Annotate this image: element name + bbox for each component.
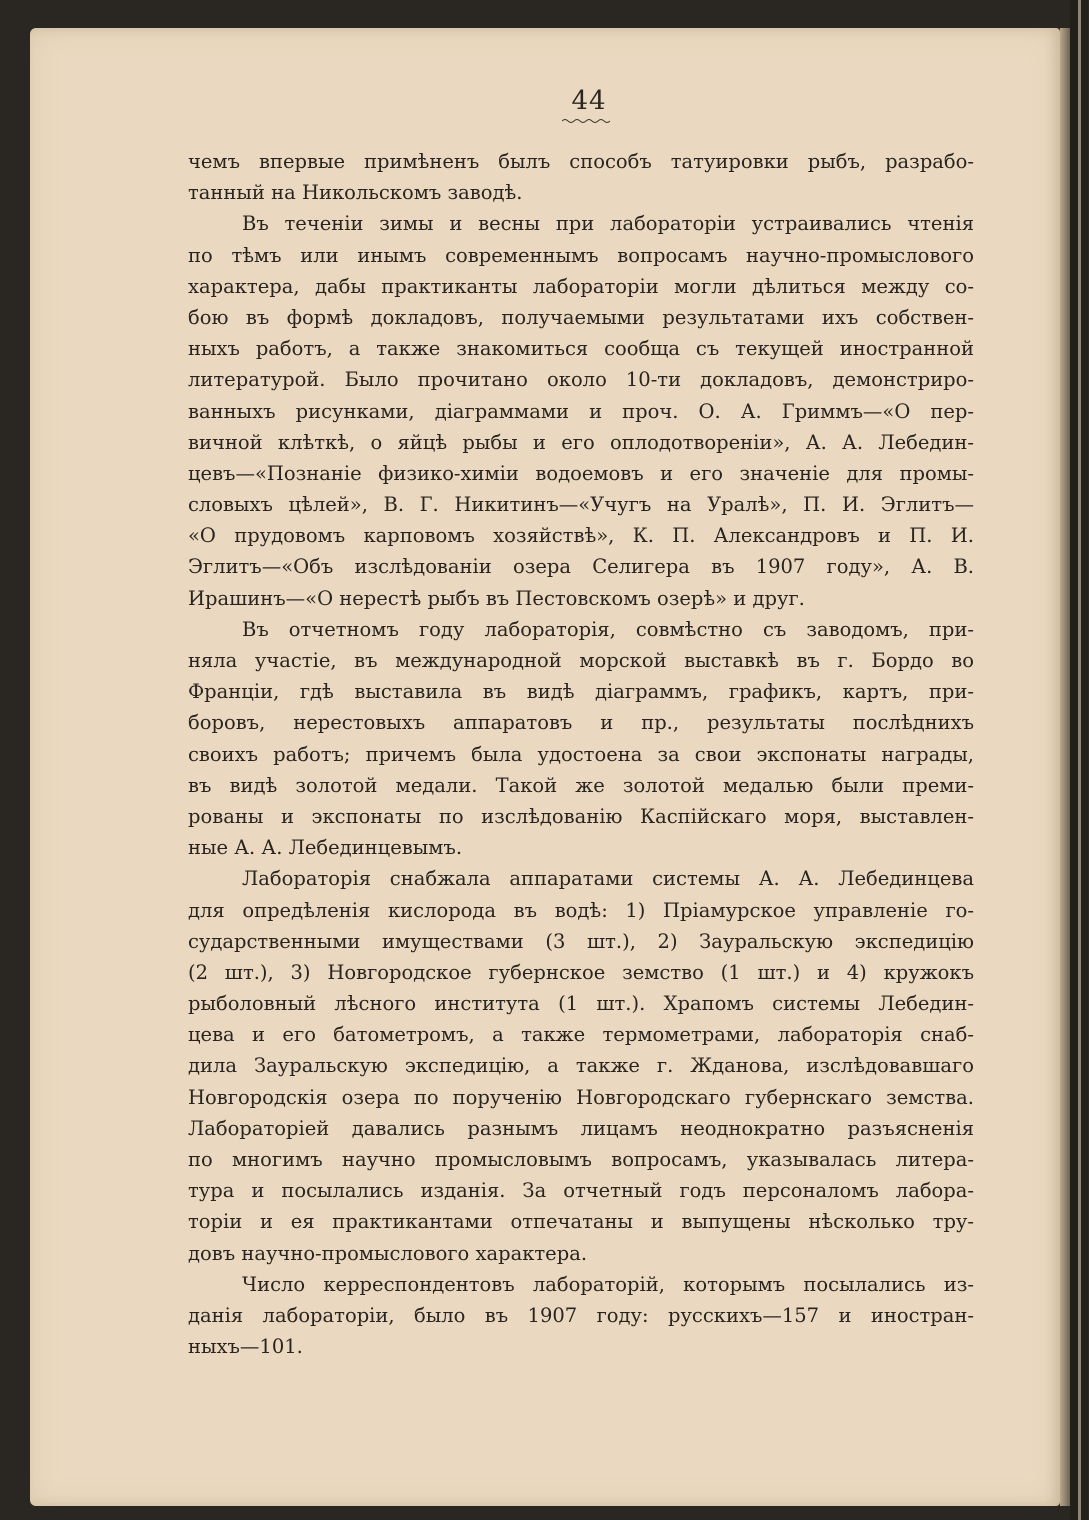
text-line: вичной клѣткѣ, о яйцѣ рыбы и его оплодотвореніи», А. А. Лебедин- — [188, 430, 974, 454]
text-line: тура и посылались изданія. За отчетный годъ персоналомъ лабора- — [188, 1179, 974, 1203]
text-line: Новгородскія озера по порученію Новгородскаго губернскаго земства. — [188, 1085, 974, 1109]
text-line: Въ отчетномъ году лабораторія, совмѣстно съ заводомъ, при- — [242, 617, 974, 641]
page-edge — [1060, 28, 1070, 1506]
text-line: ные А. А. Лебединцевымъ. — [188, 836, 463, 860]
text-line: Эглитъ—«Объ изслѣдованіи озера Селигера въ 1907 году», А. В. — [188, 555, 974, 579]
text-line: Число керреспондентовъ лабораторій, которымъ посылались из- — [242, 1272, 974, 1296]
text-line: по многимъ научно промысловымъ вопросамъ, указывалась литера- — [188, 1148, 974, 1171]
text-line: цева и его батометромъ, а также термометрами, лабораторія снаб- — [188, 1023, 974, 1047]
text-line: дила Зауральскую экспедицію, а также г. Жданова, изслѣдовавшаго — [188, 1054, 974, 1078]
paragraph — [188, 863, 974, 1268]
text-line: своихъ работъ; причемъ была удостоена за свои экспонаты награды, — [188, 742, 974, 766]
paragraph — [188, 146, 974, 208]
text-line: довъ научно-промыслового характера. — [188, 1241, 588, 1265]
text-line: данія лабораторіи, было въ 1907 году: русскихъ—157 и иностран- — [188, 1303, 974, 1327]
text-line: танный на Никольскомъ заводѣ. — [188, 181, 523, 205]
text-line: Лабораторіей давались разнымъ лицамъ неоднократно разъясненія — [188, 1116, 974, 1140]
page-number-ornament — [562, 118, 612, 124]
binding-stripe — [1078, 0, 1081, 1520]
text-line: «О прудовомъ карповомъ хозяйствѣ», К. П. Александровъ и П. И. — [188, 524, 974, 548]
text-line: Ирашинъ—«О нерестѣ рыбъ въ Пестовскомъ озерѣ» и друг. — [188, 586, 805, 610]
text-line: торіи и ея практикантами отпечатаны и выпущены нѣсколько тру- — [188, 1210, 974, 1234]
text-line: бою въ формѣ докладовъ, получаемыми результатами ихъ собствен- — [188, 305, 974, 329]
text-line: ванныхъ рисунками, діаграммами и проч. О. А. Гриммъ—«О пер- — [188, 399, 974, 423]
text-line: няла участіе, въ международной морской выставкѣ въ г. Бордо во — [188, 649, 974, 672]
text-line: для опредѣленія кислорода въ водѣ: 1) Пріамурское управленіе го- — [188, 898, 974, 922]
text-line: сударственными имуществами (3 шт.), 2) Зауральскую экспедицію — [188, 929, 974, 953]
page-number: 44 — [571, 86, 607, 116]
text-line: (2 шт.), 3) Новгородское губернское земство (1 шт.) и 4) кружокъ — [188, 960, 974, 984]
text-line: ныхъ работъ, а также знакомиться сообща съ текущей иностранной — [188, 337, 974, 361]
text-line: цевъ—«Познаніе физико-химіи водоемовъ и его значеніе для промы- — [188, 461, 974, 485]
text-line: боровъ, нерестовыхъ аппаратовъ и пр., результаты послѣднихъ — [188, 711, 974, 735]
text-line: характера, дабы практиканты лабораторіи могли дѣлиться между со- — [188, 274, 974, 298]
text-line: Франціи, гдѣ выставила въ видѣ діаграммъ, графикъ, картъ, при- — [188, 680, 974, 704]
text-line: въ видѣ золотой медали. Такой же золотой медалью были преми- — [188, 773, 974, 797]
text-line: литературой. Было прочитано около 10-ти докладовъ, демонстриро- — [188, 368, 974, 392]
text-line: рованы и экспонаты по изслѣдованію Каспійскаго моря, выставлен- — [188, 804, 974, 828]
text-line: по тѣмъ или инымъ современнымъ вопросамъ научно-промыслового — [188, 243, 974, 267]
paragraph — [188, 1269, 974, 1363]
text-line: чемъ впервые примѣненъ былъ способъ татуировки рыбъ, разрабо- — [188, 150, 974, 173]
text-line: ныхъ—101. — [188, 1335, 303, 1359]
paragraph — [188, 614, 974, 864]
text-line: Въ теченіи зимы и весны при лабораторіи устраивались чтенія — [242, 212, 974, 236]
body-text — [188, 146, 974, 1362]
paragraph — [188, 208, 974, 613]
text-line: словыхъ цѣлей», В. Г. Никитинъ—«Учугъ на Уралѣ», П. И. Эглитъ— — [188, 493, 974, 517]
text-line: Лабораторія снабжала аппаратами системы А. А. Лебединцева — [242, 867, 974, 891]
text-line: рыболовный лѣсного института (1 шт.). Храпомъ системы Лебедин- — [188, 992, 974, 1016]
